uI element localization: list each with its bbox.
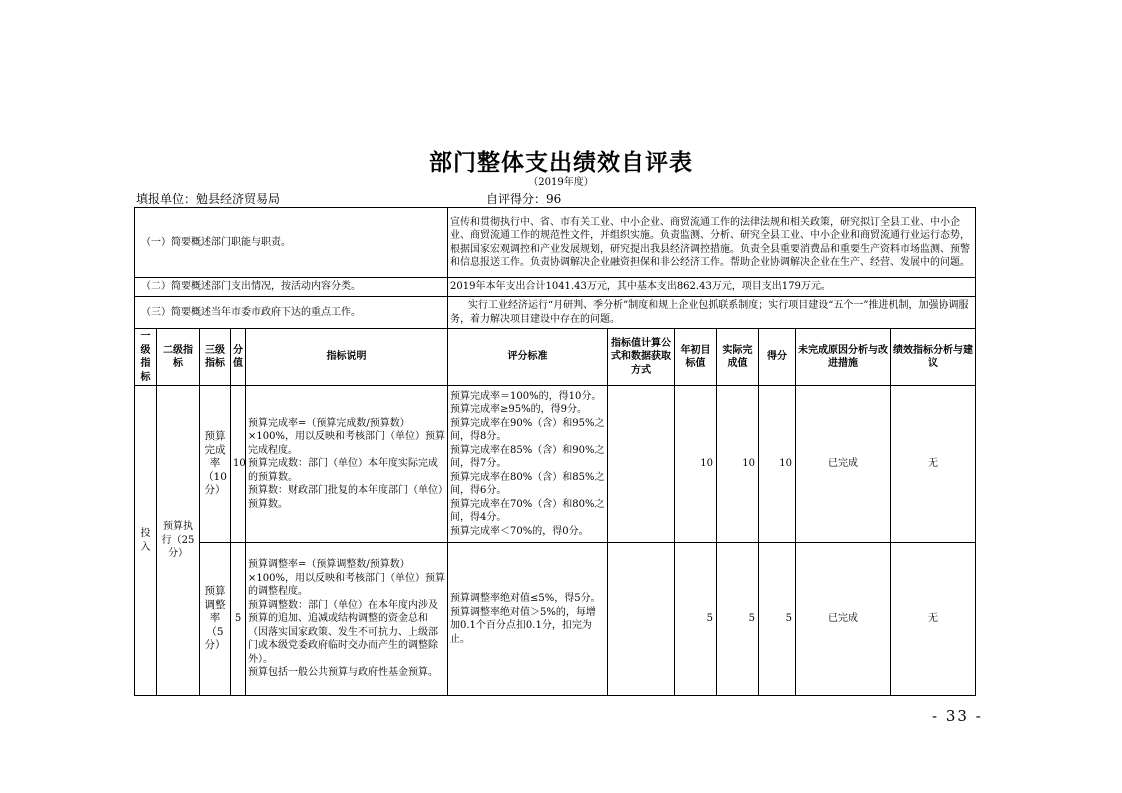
desc-line: 预算完成数：部门（单位）本年度实际完成的预算数。	[248, 458, 438, 483]
overview-label: （一）简要概述部门职能与职责。	[135, 208, 448, 278]
reporting-unit: 填报单位：勉县经济贸易局	[136, 192, 281, 206]
level3-cell: 预算完成率（10分）	[200, 386, 231, 543]
desc-cell	[246, 386, 448, 543]
page-subtitle: （2019年度）	[528, 177, 594, 188]
formula-cell	[608, 386, 675, 543]
self-score: 自评得分：96	[486, 192, 562, 206]
header-desc: 指标说明	[246, 329, 448, 386]
suggestion-cell: 无	[891, 543, 976, 696]
header-points: 分值	[231, 329, 246, 386]
header-row	[135, 329, 976, 386]
standard-line: 预算完成率在80%（含）和85%之间，得6分。	[450, 471, 605, 497]
actual-cell: 5	[717, 543, 759, 696]
overview-content: 实行工业经济运行“月研判、季分析”制度和规上企业包抓联系制度；实行项目建设“五个一”推进机制，加强协调服务，着力解决项目建设中存在的问题。	[448, 297, 976, 329]
table-row	[135, 386, 976, 543]
score-cell: 10	[759, 386, 796, 543]
desc-line: 预算包括一般公共预算与政府性基金预算。	[248, 667, 438, 679]
evaluation-table	[134, 207, 976, 696]
header-actual: 实际完成值	[717, 329, 759, 386]
standard-line: 预算完成率在70%（含）和80%之间，得4分。	[450, 498, 605, 524]
standard-cell	[448, 386, 608, 543]
page-title: 部门整体支出绩效自评表	[429, 150, 693, 176]
overview-row-functions	[135, 208, 976, 278]
overview-content: 2019年本年支出合计1041.43万元，其中基本支出862.43万元，项目支出179万元。	[448, 278, 976, 297]
desc-line: 预算数：财政部门批复的本年度部门（单位）预算数。	[248, 485, 443, 510]
overview-label: （三）简要概述当年市委市政府下达的重点工作。	[135, 297, 448, 329]
header-formula: 指标值计算公式和数据获取方式	[608, 329, 675, 386]
level3-cell: 预算调整率（5分）	[200, 543, 231, 696]
desc-cell	[246, 543, 448, 696]
reason-cell: 已完成	[796, 386, 891, 543]
initial-cell: 5	[675, 543, 717, 696]
desc-line: 预算调整率=（预算调整数/预算数）×100%，用以反映和考核部门（单位）预算的调整程度。	[248, 559, 445, 598]
standard-line: 预算完成率在85%（含）和90%之间，得7分。	[450, 444, 605, 470]
header-level1: 一级指标	[135, 329, 157, 386]
header-initial: 年初目标值	[675, 329, 717, 386]
level2-cell: 预算执行（25分）	[157, 386, 200, 696]
header-level3: 三级指标	[200, 329, 231, 386]
header-reason: 未完成原因分析与改进措施	[796, 329, 891, 386]
standard-line: 预算调整率绝对值＞5%的，每增加0.1个百分点扣0.1分，扣完为止。	[450, 606, 596, 645]
reason-cell: 已完成	[796, 543, 891, 696]
standard-line: 预算调整率绝对值≤5%，得5分。	[450, 593, 601, 604]
level1-cell: 投入	[135, 386, 157, 696]
header-level2: 二级指标	[157, 329, 200, 386]
formula-cell	[608, 543, 675, 696]
points-cell: 10	[231, 386, 246, 543]
points-cell: 5	[231, 543, 246, 696]
initial-cell: 10	[675, 386, 717, 543]
overview-row-key-work	[135, 297, 976, 329]
standard-line: 预算完成率≥95%的，得9分。	[450, 404, 587, 416]
suggestion-cell: 无	[891, 386, 976, 543]
standard-cell	[448, 543, 608, 696]
overview-label: （二）简要概述部门支出情况，按活动内容分类。	[135, 278, 448, 297]
standard-line: 预算完成率＝100%的，得10分。	[450, 390, 602, 402]
page-number: - 33 -	[932, 707, 983, 725]
desc-line: 预算调整数：部门（单位）在本年度内涉及预算的追加、追减或结构调整的资金总和（因落实国家政策、发生不可抗力、上级部门或本级党委政府临时交办而产生的调整除外）。	[248, 599, 438, 665]
overview-content: 宣传和贯彻执行中、省、市有关工业、中小企业、商贸流通工作的法律法规和相关政策，研究拟订全县工业、中小企业、商贸流通工作的规范性文件，并组织实施。负责监测、分析、研究全县工业、中小企业和商贸流通行业运行态势，根据国家宏观调控和产业发展规划，研究提出我县经济调控措施。负责全县重要消费品和重要生产资料市场监测、预警和信息报送工作。负责协调解决企业融资担保和非公经济工作。帮助企业协调解决企业在生产、经营、发展中的问题。	[448, 208, 976, 278]
standard-line: 预算完成率＜70%的，得0分。	[450, 525, 589, 537]
desc-line: 预算完成率=（预算完成数/预算数）×100%，用以反映和考核部门（单位）预算完成程度。	[248, 417, 445, 456]
standard-line: 预算完成率在90%（含）和95%之间，得8分。	[450, 417, 605, 443]
actual-cell: 10	[717, 386, 759, 543]
table-row	[135, 543, 976, 696]
overview-row-spending	[135, 278, 976, 297]
score-cell: 5	[759, 543, 796, 696]
header-score: 得分	[759, 329, 796, 386]
header-suggestion: 绩效指标分析与建议	[891, 329, 976, 386]
header-standard: 评分标准	[448, 329, 608, 386]
